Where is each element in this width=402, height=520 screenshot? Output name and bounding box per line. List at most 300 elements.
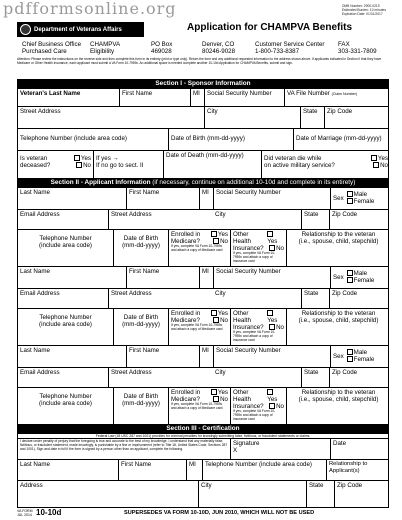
contact-line: Customer Service Center xyxy=(255,41,325,48)
va-seal-icon xyxy=(20,24,31,35)
label: Street Address xyxy=(111,211,152,218)
label: First Name xyxy=(129,347,160,354)
signer-zip-field[interactable] xyxy=(334,481,390,507)
veteran-phone-field[interactable] xyxy=(18,129,168,150)
contact-line: FAX xyxy=(338,41,350,48)
s2-row-address xyxy=(18,209,388,229)
s3-row-name xyxy=(18,459,388,480)
applicant-dob-field[interactable] xyxy=(113,388,168,424)
contact-chief xyxy=(22,41,81,55)
veteran-dod-field[interactable] xyxy=(163,151,261,178)
signer-state-field[interactable] xyxy=(306,481,334,507)
medicare-line1 xyxy=(171,231,228,238)
label: Zip Code xyxy=(332,211,358,218)
active-q-line1 xyxy=(264,155,388,162)
label: Telephone Number (include area code) xyxy=(205,461,312,468)
footer-form-date: JUL 2014 xyxy=(17,513,32,517)
label: Enrolled in xyxy=(171,231,201,238)
label: Sex xyxy=(333,195,344,202)
s1-row-address xyxy=(18,106,388,128)
label: Zip Code xyxy=(332,290,358,297)
omb-number: OMB Number: 2900-0219 xyxy=(341,4,380,8)
applicant-sex-field xyxy=(330,188,390,209)
label: Telephone Number xyxy=(39,393,92,400)
applicant-city-field[interactable] xyxy=(213,210,301,229)
applicant-first-name-field[interactable] xyxy=(126,267,199,288)
applicant-medicare-field xyxy=(168,230,230,266)
label: (i.e., spouse, child, stepchild) xyxy=(298,396,379,403)
applicant-sex-field xyxy=(330,267,390,288)
checkbox-icon[interactable] xyxy=(371,155,377,161)
label: Insurance? xyxy=(233,324,264,331)
label: First Name xyxy=(129,268,160,275)
label: Medicare? xyxy=(171,317,200,324)
medicare-line1 xyxy=(171,389,228,396)
checkbox-icon[interactable] xyxy=(347,191,353,197)
label: Medicare? xyxy=(171,238,200,245)
checkbox-icon[interactable] xyxy=(76,162,82,168)
medicare-note: If yes, complete VA Form 10-7959c and attach a copy of Medicare card xyxy=(171,323,223,331)
label: City xyxy=(215,211,226,218)
veteran-city-field[interactable] xyxy=(204,107,300,128)
veteran-state-field[interactable] xyxy=(300,107,324,128)
sex-male[interactable] xyxy=(347,349,375,356)
insurance-yes[interactable] xyxy=(267,389,284,403)
label: (mm-dd-yyyy) xyxy=(122,400,160,407)
applicant-ssn-field[interactable] xyxy=(213,188,330,209)
label: Telephone Number xyxy=(39,235,92,242)
label: I declare under penalty of perjury that the foregoing is true and accurate to the best of my knowledge. I understand that any materially false, fictitious, or fraudulent statement, made knowingly, is punishable by a fine or imprisonment (refer to Title 18, United States Code, Sections 287 and 1001). Sign and date in full if the form is signed by a person other than an applicant, complete the following. xyxy=(20,439,228,451)
label: Yes xyxy=(217,231,228,238)
s2-row-name xyxy=(18,187,388,209)
signer-city-field[interactable] xyxy=(198,481,306,507)
veteran-active-duty-field xyxy=(261,151,390,178)
deceased-q-line1 xyxy=(20,155,91,162)
checkbox-icon[interactable] xyxy=(74,155,80,161)
applicant-sex-field xyxy=(330,346,390,367)
deceased-yes[interactable] xyxy=(74,155,91,162)
applicant-mi-field[interactable] xyxy=(199,346,213,367)
sex-options xyxy=(333,270,388,284)
applicant-block-3 xyxy=(17,345,389,424)
applicant-insurance-field xyxy=(230,309,286,345)
label: Address xyxy=(20,482,43,489)
s2-row-details xyxy=(18,387,388,424)
s2-row-address xyxy=(18,367,388,387)
sex-choices xyxy=(347,191,375,205)
s1-row-phone xyxy=(18,128,388,150)
contact-city xyxy=(202,41,235,55)
label: Social Security Number xyxy=(216,347,281,354)
medicare-yes[interactable] xyxy=(211,310,228,317)
signature-mark: X xyxy=(233,447,238,454)
applicant-state-field[interactable] xyxy=(301,368,329,387)
label: (mm-dd-yyyy) xyxy=(122,242,160,249)
insurance-note: If yes, complete VA Form 10-7959c and attach a copy of insurance card xyxy=(233,330,276,342)
label: Zip Code xyxy=(327,108,353,115)
footer-form-code xyxy=(17,509,33,517)
checkbox-icon[interactable] xyxy=(267,310,273,316)
veteran-dob-field[interactable] xyxy=(168,129,293,150)
label: Yes xyxy=(217,310,228,317)
insurance-line1 xyxy=(233,231,284,245)
va-logo-bar xyxy=(17,22,144,37)
label: Date of Marriage (mm-dd-yyyy) xyxy=(296,135,382,142)
label: Yes xyxy=(80,155,91,162)
label: No xyxy=(220,238,228,245)
label: Yes xyxy=(217,389,228,396)
label: State xyxy=(304,369,319,376)
label: MI xyxy=(202,189,209,196)
s2-row-name xyxy=(18,266,388,288)
veteran-street-field[interactable] xyxy=(18,107,204,128)
agency-name: Department of Veterans Affairs xyxy=(34,26,122,33)
label: First Name xyxy=(129,189,160,196)
s2-row-details xyxy=(18,229,388,266)
label: First Name xyxy=(121,461,152,468)
checkbox-icon[interactable] xyxy=(373,162,379,168)
label: Is veteran xyxy=(20,155,48,162)
contact-line: 80246-9028 xyxy=(202,48,236,55)
section3-grid xyxy=(17,433,389,507)
applicant-last-name-field[interactable] xyxy=(18,346,126,367)
label: State xyxy=(303,108,318,115)
label: Relationship to the veteran xyxy=(301,389,376,396)
label: (i.e., spouse, child, stepchild) xyxy=(298,317,379,324)
applicant-relationship-field[interactable] xyxy=(286,230,390,266)
checkbox-icon[interactable] xyxy=(347,349,353,355)
active-yes[interactable] xyxy=(371,155,388,162)
label: Social Security Number xyxy=(207,90,272,97)
applicant-first-name-field[interactable] xyxy=(126,346,199,367)
signer-first-name-field[interactable] xyxy=(118,460,186,480)
label: Male xyxy=(353,270,368,277)
footer-form-number: 10-10d xyxy=(36,508,62,517)
label: MI xyxy=(202,268,209,275)
applicant-insurance-field xyxy=(230,388,286,424)
insurance-line1 xyxy=(233,310,284,324)
sex-female[interactable] xyxy=(347,198,375,205)
contact-line: 303-331-7809 xyxy=(338,48,377,55)
label: Enrolled in xyxy=(171,389,201,396)
medicare-line1 xyxy=(171,310,228,317)
label: Last Name xyxy=(20,189,50,196)
label: Date of Birth xyxy=(123,393,159,400)
label: (mm-dd-yyyy) xyxy=(122,321,160,328)
label: MI xyxy=(193,90,200,97)
label: Date of Death (mm-dd-yyyy) xyxy=(166,152,244,159)
applicant-ssn-field[interactable] xyxy=(213,346,330,367)
label: Yes xyxy=(267,238,278,245)
insurance-note: If yes, complete VA Form 10-7959c and attach a copy of insurance card xyxy=(233,251,276,263)
s3-row-address xyxy=(18,480,388,507)
applicant-state-field[interactable] xyxy=(301,289,329,308)
label: Relationship to the veteran xyxy=(301,310,376,317)
contact-line: Eligibility xyxy=(90,48,115,55)
contact-pobox xyxy=(151,41,172,55)
medicare-yes[interactable] xyxy=(211,231,228,238)
applicant-mi-field[interactable] xyxy=(199,267,213,288)
checkbox-icon[interactable] xyxy=(347,356,353,362)
contact-line: 1-800-733-8387 xyxy=(255,48,300,55)
applicant-insurance-field xyxy=(230,230,286,266)
sex-options xyxy=(333,349,388,363)
label: Zip Code xyxy=(332,369,358,376)
label: Female xyxy=(353,277,375,284)
insurance-note: If yes, complete VA Form 10-7959c and attach a copy of insurance card xyxy=(233,409,276,421)
attention-text: Attention: Please review the instructions on the reverse side and then complete this form in its entirety (print or type only). Return the form and any additional requested information to the address shown above. If applicants indicated in Section II that they have Medicare or Other Health Insurance, each applicant must submit a VA Form 10-7959c. An additional space is needed complete another 10-10d Application for CHAMPVA Benefits, submit and sign. xyxy=(17,57,382,66)
applicant-email-field[interactable] xyxy=(18,289,108,308)
s2-row-details xyxy=(18,308,388,345)
label: Social Security Number xyxy=(216,268,281,275)
veteran-va-file-field[interactable] xyxy=(284,89,390,106)
contact-line: Purchased Care xyxy=(22,48,67,55)
label: MI xyxy=(189,461,196,468)
section2-title: Section II - Applicant Information xyxy=(50,179,151,186)
section2-header xyxy=(17,178,389,187)
applicant-city-field[interactable] xyxy=(213,289,301,308)
label: Other Health xyxy=(233,310,251,324)
applicant-mi-field[interactable] xyxy=(199,188,213,209)
contact-line: Chief Business Office xyxy=(22,41,82,48)
checkbox-icon[interactable] xyxy=(267,231,273,237)
label: No xyxy=(276,245,284,252)
label: State xyxy=(309,482,324,489)
medicare-note: If yes, complete VA Form 10-7959c and attach a copy of Medicare card xyxy=(171,402,223,410)
s3-row-signature xyxy=(18,438,388,459)
applicant-medicare-field xyxy=(168,309,230,345)
label: Veteran's Last Name xyxy=(20,90,81,97)
section3-header: Section III - Certification xyxy=(17,424,389,433)
label: Street Address xyxy=(20,108,61,115)
insurance-line1 xyxy=(233,389,284,403)
veteran-zip-field[interactable] xyxy=(324,107,390,128)
veteran-first-name-field[interactable] xyxy=(119,89,190,106)
section1-header: Section I - Sponsor Information xyxy=(17,79,389,88)
sex-female[interactable] xyxy=(347,277,375,284)
label: Female xyxy=(353,356,375,363)
label: No xyxy=(220,317,228,324)
veteran-last-name-field[interactable] xyxy=(18,89,119,106)
veteran-ssn-field[interactable] xyxy=(204,89,284,106)
deceased-q-line2 xyxy=(20,162,91,169)
applicant-zip-field[interactable] xyxy=(329,368,390,387)
applicant-zip-field[interactable] xyxy=(329,289,390,308)
applicant-dob-field[interactable] xyxy=(113,309,168,345)
label: Female xyxy=(353,198,375,205)
signer-address-field[interactable] xyxy=(18,481,198,507)
label: No xyxy=(380,162,388,169)
label: Telephone Number (include area code) xyxy=(20,135,127,142)
label: Social Security Number xyxy=(216,189,281,196)
contact-line: CHAMPVA xyxy=(90,41,121,48)
label: deceased? xyxy=(20,162,51,169)
section1-grid xyxy=(17,88,389,178)
footer-divider xyxy=(17,507,389,508)
label: Yes xyxy=(267,396,278,403)
label: Date of Birth xyxy=(123,314,159,321)
label: No xyxy=(220,396,228,403)
applicant-block-2 xyxy=(17,266,389,345)
certify-text xyxy=(18,439,230,459)
label: Telephone Number xyxy=(39,314,92,321)
insurance-yes[interactable] xyxy=(267,231,284,245)
signature-field[interactable] xyxy=(230,439,330,459)
label: Last Name xyxy=(20,461,50,468)
label: Sex xyxy=(333,274,344,281)
applicant-dob-field[interactable] xyxy=(113,230,168,266)
signer-mi-field[interactable] xyxy=(186,460,202,480)
contact-line: PO Box xyxy=(151,41,173,48)
signer-relationship-field[interactable] xyxy=(326,460,390,480)
applicant-medicare-field xyxy=(168,388,230,424)
label: Email Address xyxy=(20,290,60,297)
label: State xyxy=(304,290,319,297)
applicant-phone-field[interactable] xyxy=(18,309,113,345)
label: Zip Code xyxy=(337,482,363,489)
label: Email Address xyxy=(20,369,60,376)
label: Other Health xyxy=(233,389,251,403)
insurance-yes[interactable] xyxy=(267,310,284,324)
contact-champva xyxy=(90,41,120,55)
sex-choices xyxy=(347,349,375,363)
medicare-yes[interactable] xyxy=(211,389,228,396)
label: Last Name xyxy=(20,268,50,275)
signer-phone-field[interactable] xyxy=(202,460,326,480)
label: No xyxy=(83,162,91,169)
label: Medicare? xyxy=(171,396,200,403)
active-no[interactable] xyxy=(373,162,388,169)
applicant-city-field[interactable] xyxy=(213,368,301,387)
omb-burden: Estimated Burden: 10 minutes xyxy=(341,8,386,12)
s2-row-name xyxy=(18,345,388,367)
label: If no go to sect. II xyxy=(96,162,144,169)
applicant-state-field[interactable] xyxy=(301,210,329,229)
applicant-last-name-field[interactable] xyxy=(18,267,126,288)
contact-line: 469028 xyxy=(151,48,172,55)
s1-row-deceased xyxy=(18,150,388,178)
applicant-relationship-field[interactable] xyxy=(286,388,390,424)
label: Relationship to the veteran xyxy=(301,231,376,238)
label: Street Address xyxy=(111,290,152,297)
label: No xyxy=(276,403,284,410)
sex-female[interactable] xyxy=(347,356,375,363)
label: VA File Number xyxy=(287,90,330,97)
section2-title-note: (if necessary, continue on additional 10-10d and complete in its entirety) xyxy=(152,179,356,186)
label: First Name xyxy=(122,90,153,97)
label: City xyxy=(215,369,226,376)
label: Last Name xyxy=(20,347,50,354)
contact-fax xyxy=(338,41,377,55)
label: MI xyxy=(202,347,209,354)
active-q-line2 xyxy=(264,162,388,169)
signer-last-name-field[interactable] xyxy=(18,460,118,480)
form-title: Application for CHAMPVA Benefits xyxy=(187,22,353,33)
signature-date-field[interactable] xyxy=(330,439,390,459)
label: Male xyxy=(353,349,368,356)
sex-choices xyxy=(347,270,375,284)
footer-form-label: VA FORM xyxy=(17,509,33,513)
contact-line: Denver, CO xyxy=(202,41,235,48)
label-note: (Claim Number) xyxy=(331,92,357,96)
checkbox-icon[interactable] xyxy=(347,270,353,276)
applicant-first-name-field[interactable] xyxy=(126,188,199,209)
label: If yes → xyxy=(96,155,119,162)
applicant-email-field[interactable] xyxy=(18,368,108,387)
veteran-deceased-field xyxy=(18,151,93,178)
applicant-block-1 xyxy=(17,187,389,266)
applicant-last-name-field[interactable] xyxy=(18,188,126,209)
label: Relationship to Applicant(s) xyxy=(329,461,368,474)
footer-supersedes: SUPERSEDES VA FORM 10-10D, JUN 2010, WHICH WILL NOT BE USED xyxy=(124,510,315,516)
medicare-note: If yes, complete VA Form 10-7959c and attach a copy of Medicare card xyxy=(171,244,223,252)
if-yes-note xyxy=(93,151,163,178)
label: Yes xyxy=(377,155,388,162)
label: Insurance? xyxy=(233,403,264,410)
applicant-phone-field[interactable] xyxy=(18,388,113,424)
label: Street Address xyxy=(111,369,152,376)
watermark-text: pdfformsonline.org xyxy=(3,0,177,18)
label: City xyxy=(215,290,226,297)
label: (i.e., spouse, child, stepchild) xyxy=(298,238,379,245)
checkbox-icon[interactable] xyxy=(211,389,217,395)
label: (include area code) xyxy=(39,321,92,328)
label: on active military service? xyxy=(264,162,335,169)
checkbox-icon[interactable] xyxy=(211,310,217,316)
label: Date xyxy=(333,440,347,447)
applicant-relationship-field[interactable] xyxy=(286,309,390,345)
label: Insurance? xyxy=(233,245,264,252)
label: No xyxy=(276,324,284,331)
label: Date of Birth xyxy=(123,235,159,242)
label: Other Health xyxy=(233,231,251,245)
checkbox-icon[interactable] xyxy=(347,277,353,283)
applicant-ssn-field[interactable] xyxy=(213,267,330,288)
veteran-dom-field[interactable] xyxy=(293,129,390,150)
label: Yes xyxy=(267,317,278,324)
label: Did veteran die while xyxy=(264,155,322,162)
label: Sex xyxy=(333,353,344,360)
law-text: Federal Law (18 USC 287 and 1001) provides for criminal penalties for knowingly submitting false, fictitious, or fraudulent statements or claims. xyxy=(95,434,311,438)
label: Male xyxy=(353,191,368,198)
label: City xyxy=(207,108,218,115)
label: Signature xyxy=(233,440,260,447)
omb-info xyxy=(342,4,386,16)
label: Enrolled in xyxy=(171,310,201,317)
label: Email Address xyxy=(20,211,60,218)
label: City xyxy=(201,482,212,489)
sex-male[interactable] xyxy=(347,191,375,198)
label: (include area code) xyxy=(39,242,92,249)
applicant-email-field[interactable] xyxy=(18,210,108,229)
checkbox-icon[interactable] xyxy=(347,198,353,204)
label: Date of Birth (mm-dd-yyyy) xyxy=(171,135,245,142)
checkbox-icon[interactable] xyxy=(267,389,273,395)
checkbox-icon[interactable] xyxy=(211,231,217,237)
label: (include area code) xyxy=(39,400,92,407)
s1-row-name xyxy=(18,88,388,106)
deceased-no[interactable] xyxy=(76,162,91,169)
sex-male[interactable] xyxy=(347,270,375,277)
applicant-zip-field[interactable] xyxy=(329,210,390,229)
contact-customer-service xyxy=(255,41,324,55)
omb-expiration: Expiration Date: 01/31/2017 xyxy=(341,12,383,16)
veteran-mi-field[interactable] xyxy=(190,89,204,106)
applicant-phone-field[interactable] xyxy=(18,230,113,266)
s2-row-address xyxy=(18,288,388,308)
sex-options xyxy=(333,191,388,205)
label: State xyxy=(304,211,319,218)
